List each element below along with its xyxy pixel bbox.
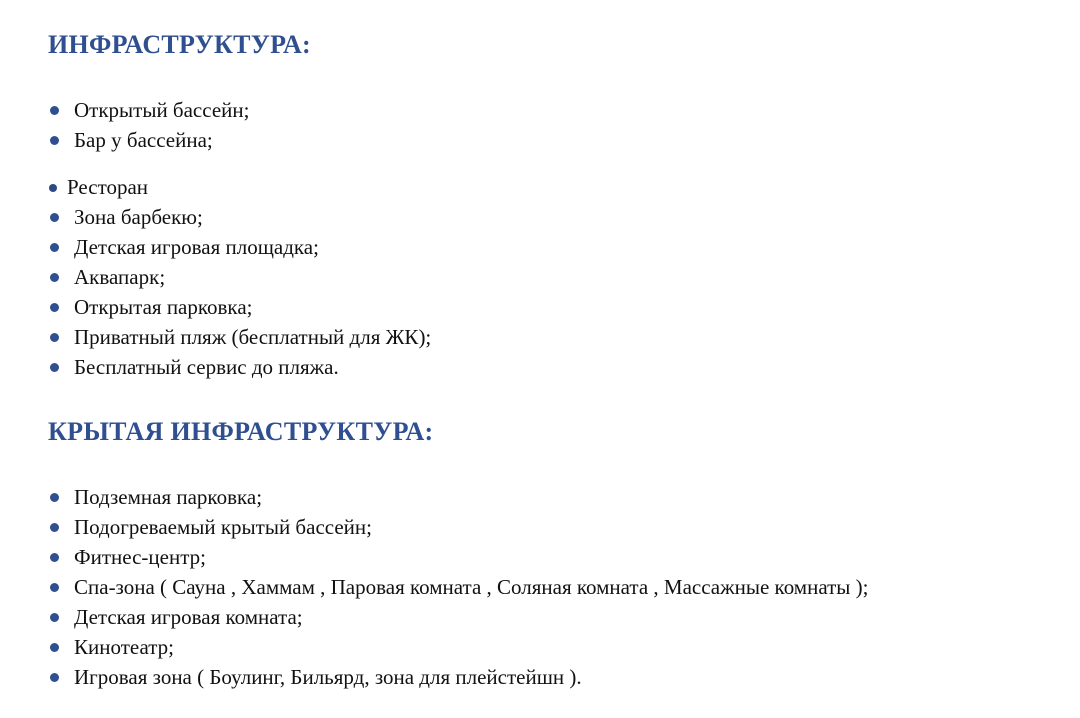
bullet-icon <box>50 493 59 502</box>
bullet-icon <box>50 553 59 562</box>
bullet-icon <box>50 523 59 532</box>
list-item-text: Приватный пляж (бесплатный для ЖК); <box>74 325 432 349</box>
list-item-text: Зона барбекю; <box>74 205 203 229</box>
bullet-icon <box>50 136 59 145</box>
list-item-text: Кинотеатр; <box>74 635 175 659</box>
list-item-text: Фитнес-центр; <box>74 545 206 569</box>
infrastructure-heading: ИНФРАСТРУКТУРА: <box>48 30 312 59</box>
bullet-icon <box>50 303 59 312</box>
bullet-icon <box>50 106 59 115</box>
list-item-text: Подземная парковка; <box>74 485 263 509</box>
bullet-icon <box>50 273 59 282</box>
bullet-icon <box>50 583 59 592</box>
bullet-icon <box>50 643 59 652</box>
bullet-icon <box>50 213 59 222</box>
bullet-icon <box>49 184 57 192</box>
list-item-text: Детская игровая площадка; <box>74 235 319 259</box>
list-item-text: Бар у бассейна; <box>74 128 213 152</box>
bullet-icon <box>50 613 59 622</box>
indoor-infrastructure-heading: КРЫТАЯ ИНФРАСТРУКТУРА: <box>48 417 434 446</box>
list-item-text: Игровая зона ( Боулинг, Бильярд, зона для плейстейшн ). <box>74 665 582 689</box>
list-item-text: Детская игровая комната; <box>74 605 303 629</box>
list-item-text: Аквапарк; <box>74 265 166 289</box>
list-item-text: Бесплатный сервис до пляжа. <box>74 355 339 379</box>
bullet-icon <box>50 333 59 342</box>
list-item-text: Спа-зона ( Сауна , Хаммам , Паровая комната , Соляная комната , Массажные комнаты ); <box>74 575 869 599</box>
list-item-text: Открытый бассейн; <box>74 98 250 122</box>
list-item-text: Ресторан <box>67 175 149 199</box>
list-item-text: Открытая парковка; <box>74 295 253 319</box>
bullet-icon <box>50 363 59 372</box>
bullet-icon <box>50 673 59 682</box>
bullet-icon <box>50 243 59 252</box>
list-item-text: Подогреваемый крытый бассейн; <box>74 515 372 539</box>
